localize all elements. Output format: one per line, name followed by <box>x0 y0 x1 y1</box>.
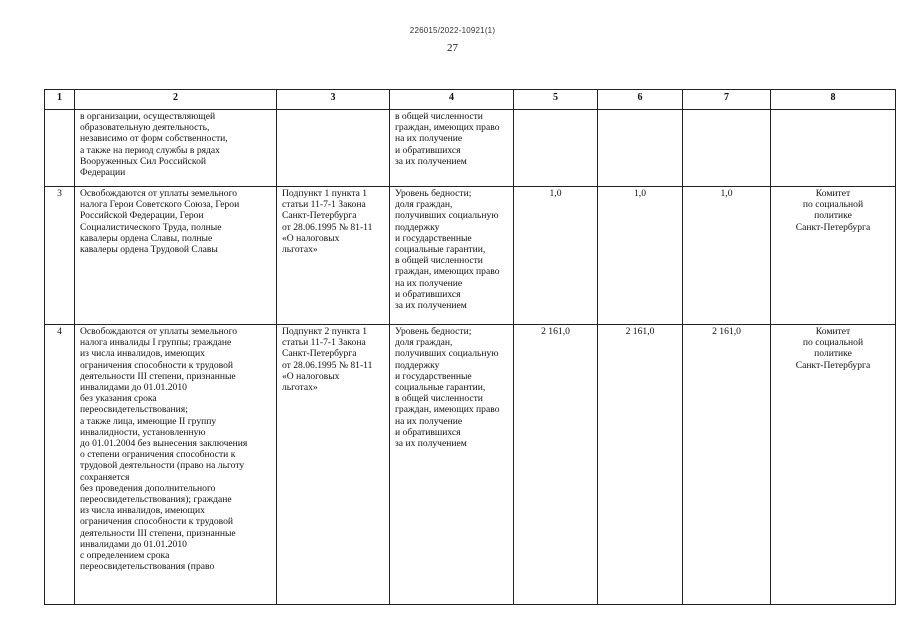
cell-line: Освобождаются от уплаты земельного <box>80 188 238 199</box>
document-id: 226015/2022-10921(1) <box>409 26 496 35</box>
cell-line: от 28.06.1995 № 81-11 <box>282 221 373 233</box>
cell-line: деятельности III степени, признанные <box>80 527 236 539</box>
cell-line: Санкт-Петербурга <box>795 359 871 371</box>
cell-line: статьи 11-7-1 Закона <box>282 337 366 349</box>
responsible-body-cell <box>771 325 896 605</box>
cell-line: льготах» <box>282 382 318 394</box>
cell-line: Уровень бедности; <box>395 188 472 199</box>
cell-line: по социальной <box>802 199 864 211</box>
cell-line: политике <box>814 348 852 360</box>
responsible-body-cell <box>771 187 896 325</box>
indicator-cell <box>390 187 514 325</box>
value-cell-6: 2 161,0 <box>598 325 683 605</box>
benefit-description-cell <box>75 325 277 605</box>
benefit-description-cell <box>75 110 277 187</box>
cell-line: поддержку <box>395 221 440 233</box>
cell-line: Уровень бедности; <box>395 326 472 337</box>
value-cell-5: 1,0 <box>514 187 598 325</box>
benefit-description-cell <box>75 187 277 325</box>
cell-line: сохраняется <box>80 471 130 483</box>
cell-line: Российской Федерации, Герои <box>80 210 204 222</box>
cell-line: получивших социальную <box>395 210 499 222</box>
cell-line: социальные гарантии, <box>395 382 486 394</box>
cell-line: без указания срока <box>80 393 157 405</box>
cell-line: Санкт-Петербурга <box>795 221 871 233</box>
cell-line: налога Герои Советского Союза, Герои <box>80 199 240 211</box>
legal-basis-cell <box>277 110 390 187</box>
cell-line: инвалидами до 01.01.2010 <box>80 382 187 394</box>
cell-line: и обратившихся <box>395 144 461 156</box>
cell-line: Комитет <box>815 326 851 337</box>
cell-line: граждан, имеющих право <box>395 122 500 134</box>
cell-line: трудовой деятельности (право на льготу <box>80 460 245 472</box>
cell-line: доля граждан, <box>395 337 453 349</box>
cell-line: по социальной <box>802 337 864 349</box>
cell-line: и государственные <box>395 370 472 382</box>
row-number-cell: 3 <box>45 187 75 325</box>
value-cell-6 <box>598 110 683 187</box>
cell-line: а также на период службы в рядах <box>80 144 220 156</box>
row-number-cell <box>45 110 75 187</box>
column-header: 5 <box>514 90 598 110</box>
cell-line: а также лица, имеющие II группу <box>80 415 217 427</box>
responsible-body-cell <box>771 110 896 187</box>
cell-line: политике <box>814 210 852 222</box>
cell-line: Социалистического Труда, полные <box>80 221 222 233</box>
cell-line: статьи 11-7-1 Закона <box>282 199 366 211</box>
cell-line: за их получением <box>395 300 467 312</box>
column-header: 8 <box>771 90 896 110</box>
cell-line: переосвидетельствования; <box>80 404 188 416</box>
cell-line: налога инвалиды I группы; граждане <box>80 337 232 349</box>
indicator-cell <box>390 110 514 187</box>
cell-line: до 01.01.2004 без вынесения заключения <box>80 438 248 450</box>
cell-line: Федерации <box>80 167 126 179</box>
cell-line: в общей численности <box>395 111 483 122</box>
legal-basis-cell <box>277 187 390 325</box>
cell-line: социальные гарантии, <box>395 244 486 256</box>
cell-line: кавалеры ордена Славы, полные <box>80 232 213 244</box>
cell-line: и государственные <box>395 232 472 244</box>
cell-line: граждан, имеющих право <box>395 404 500 416</box>
cell-line: за их получением <box>395 438 467 450</box>
cell-line: граждан, имеющих право <box>395 266 500 278</box>
table-row <box>45 187 896 325</box>
row-number-cell: 4 <box>45 325 75 605</box>
table-header-row <box>45 90 896 110</box>
cell-line: образовательную деятельность, <box>80 122 210 134</box>
column-header: 7 <box>683 90 771 110</box>
value-cell-7: 1,0 <box>683 187 771 325</box>
cell-line: получивших социальную <box>395 348 499 360</box>
cell-line: переосвидетельствования (право <box>80 561 215 573</box>
cell-line: независимо от форм собственности, <box>80 133 228 145</box>
data-table <box>44 89 896 605</box>
cell-line: о степени ограничения способности к <box>80 449 236 461</box>
cell-line: «О налоговых <box>282 232 340 244</box>
cell-line: Санкт-Петербурга <box>282 348 357 360</box>
legal-basis-cell <box>277 325 390 605</box>
cell-line: на их получение <box>395 277 463 289</box>
cell-line: Освобождаются от уплаты земельного <box>80 326 238 337</box>
cell-line: переосвидетельствования); граждане <box>80 494 232 506</box>
cell-line: из числа инвалидов, имеющих <box>80 505 205 517</box>
cell-line: в общей численности <box>395 255 483 267</box>
column-header: 2 <box>75 90 277 110</box>
value-cell-5 <box>514 110 598 187</box>
cell-line: ограничения способности к трудовой <box>80 359 234 371</box>
column-header: 4 <box>390 90 514 110</box>
cell-line: из числа инвалидов, имеющих <box>80 348 205 360</box>
cell-line: с определением срока <box>80 550 170 562</box>
column-header: 3 <box>277 90 390 110</box>
value-cell-7: 2 161,0 <box>683 325 771 605</box>
cell-line: инвалидности, установленную <box>80 426 206 438</box>
column-header: 1 <box>45 90 75 110</box>
cell-line: поддержку <box>395 359 440 371</box>
cell-line: «О налоговых <box>282 370 340 382</box>
cell-line: льготах» <box>282 244 318 256</box>
cell-line: Санкт-Петербурга <box>282 210 357 222</box>
cell-line: деятельности III степени, признанные <box>80 370 236 382</box>
cell-line: инвалидами до 01.01.2010 <box>80 538 187 550</box>
value-cell-6: 1,0 <box>598 187 683 325</box>
value-cell-5: 2 161,0 <box>514 325 598 605</box>
cell-line: за их получением <box>395 155 467 167</box>
cell-line: и обратившихся <box>395 426 461 438</box>
cell-line: Вооруженных Сил Российской <box>80 155 207 167</box>
cell-line: в общей численности <box>395 393 483 405</box>
cell-line: Подпункт 2 пункта 1 <box>282 326 368 337</box>
cell-line: и обратившихся <box>395 288 461 300</box>
column-header: 6 <box>598 90 683 110</box>
cell-line: на их получение <box>395 133 463 145</box>
cell-line: Комитет <box>815 188 851 199</box>
cell-line: доля граждан, <box>395 199 453 211</box>
cell-line: кавалеры ордена Трудовой Славы <box>80 244 218 256</box>
cell-line: на их получение <box>395 415 463 427</box>
cell-line: в организации, осуществляющей <box>80 111 216 122</box>
table-row <box>45 110 896 187</box>
cell-line: от 28.06.1995 № 81-11 <box>282 359 373 371</box>
cell-line: без проведения дополнительного <box>80 482 216 494</box>
indicator-cell <box>390 325 514 605</box>
cell-line: Подпункт 1 пункта 1 <box>282 188 368 199</box>
value-cell-7 <box>683 110 771 187</box>
cell-line: ограничения способности к трудовой <box>80 516 234 528</box>
page-number: 27 <box>447 42 458 54</box>
table-row <box>45 325 896 605</box>
